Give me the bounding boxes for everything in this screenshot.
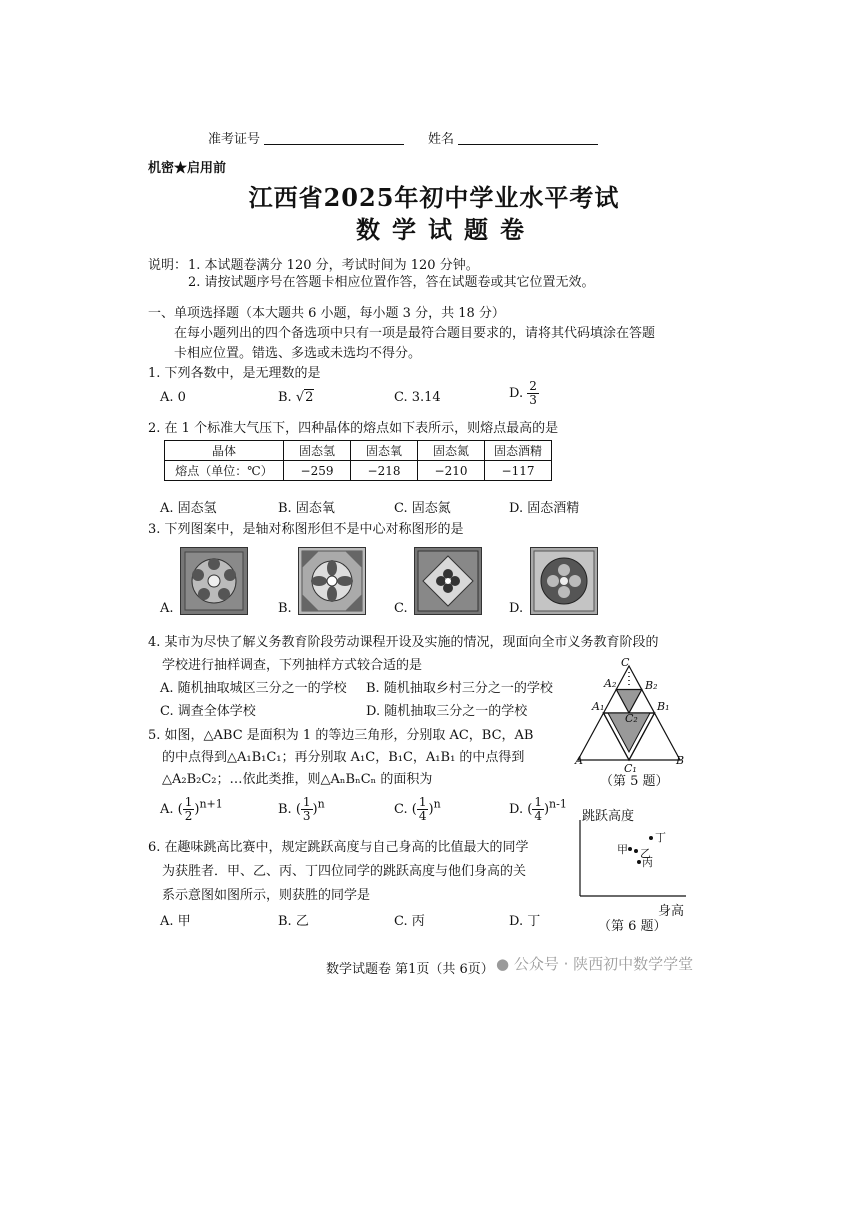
q3-option-c-label: C. (394, 601, 408, 616)
fig5-label-c1: C₁ (624, 762, 637, 775)
q4-option-a: A. 随机抽取城区三分之一的学校 (160, 681, 347, 696)
q5-option-b-fraction (301, 796, 313, 823)
secret-mark: 机密★启用前 (148, 161, 227, 176)
notes-label: 说明： (148, 258, 188, 273)
q6-option-c: C. 丙 (394, 914, 425, 929)
q6-option-b: B. 乙 (278, 914, 309, 929)
name-field (428, 128, 598, 147)
q5-option-d-label: D. (509, 802, 524, 817)
fig6-label-jia: 甲 (617, 843, 628, 856)
table-cell: −210 (418, 461, 485, 481)
table-header-cell: 晶体 (165, 441, 284, 461)
point-ding (649, 836, 653, 840)
floral-pattern-icon (415, 548, 481, 614)
q6-stem-2: 为获胜者．甲、乙、丙、丁四位同学的跳跃高度与他们身高的关 (162, 864, 527, 879)
name-blank (458, 132, 598, 145)
q3-option-d-label: D. (509, 601, 524, 616)
q1-option-a: A. 0 (160, 390, 186, 405)
table-cell: −117 (485, 461, 552, 481)
q5-a-denominator: 2 (184, 809, 193, 823)
q1-d-denominator: 3 (529, 393, 537, 407)
floral-pattern-icon (531, 548, 597, 614)
watermark-text: 公众号 · 陕西初中数学学堂 (513, 955, 694, 973)
q5-option-b-label: B. (278, 802, 292, 817)
fig6-axes (576, 820, 688, 900)
exam-subtitle: 数学试题卷 (356, 215, 536, 244)
q4-option-c: C. 调查全体学校 (160, 704, 256, 719)
wechat-icon: ● (496, 955, 510, 973)
q2-option-d: D. 固态酒精 (509, 501, 580, 516)
q4-stem-1: 4. 某市为尽快了解义务教育阶段劳动课程开设及实施的情况，现面向全市义务教育阶段的 (148, 635, 659, 650)
q5-option-c: C. ( $\frac{1}{4}$ )$^n$ (394, 795, 441, 823)
notes-line-2: 2. 请按试题序号在答题卡相应位置作答，答在试题卷或其它位置无效。 (188, 275, 595, 290)
fig5-label-a1: A₁ (592, 700, 605, 713)
q5-b-exponent: n (317, 797, 325, 811)
q5-c-numerator: 1 (418, 795, 427, 809)
q3-stem: 3. 下列图案中，是轴对称图形但不是中心对称图形的是 (148, 522, 464, 537)
q1-option-d-label: D. (509, 386, 524, 401)
q5-d-denominator: 4 (534, 809, 542, 823)
q5-c-denominator: 4 (418, 809, 427, 823)
q5-b-numerator: 1 (302, 795, 311, 809)
table-header-cell: 固态氧 (351, 441, 418, 461)
fig6-y-label: 跳跃高度 (582, 809, 635, 824)
point-yi (634, 849, 638, 853)
table-header-row (165, 441, 552, 461)
triangle-a2b2c2 (616, 690, 642, 714)
q3-option-b-label: B. (278, 601, 292, 616)
table-header-cell: 固态酒精 (485, 441, 552, 461)
section-title: 一、单项选择题（本大题共 6 小题，每小题 3 分，共 18 分） (148, 306, 505, 321)
fig5-label-c: C (621, 656, 630, 669)
pattern-tile-c (414, 547, 482, 615)
q1-option-d-fraction (527, 380, 539, 407)
section-instruction-1: 在每小题列出的四个备选项中只有一项是最符合题目要求的，请将其代码填涂在答题 (174, 326, 656, 341)
watermark (496, 953, 693, 974)
fig5-label-b1: B₁ (657, 700, 670, 713)
table-header-cell: 固态氮 (418, 441, 485, 461)
q1-option-b (278, 390, 314, 405)
q1-option-b-label: B. (278, 390, 292, 405)
q5-d-exponent: n-1 (549, 797, 567, 811)
q6-option-a: A. 甲 (160, 914, 191, 929)
candidate-id-label: 准考证号 (208, 132, 261, 147)
pattern-tile-b (298, 547, 366, 615)
name-label: 姓名 (428, 132, 455, 147)
point-jia (628, 847, 632, 851)
q5-b-denominator: 3 (302, 809, 311, 823)
nested-triangles-figure (570, 652, 690, 770)
q5-c-exponent: n (433, 797, 441, 811)
fig5-caption: （第 5 题） (600, 774, 669, 789)
q5-option-d: D. ( $\frac{1}{4}$ )$^{n-1}$ (509, 795, 567, 823)
q5-option-c-fraction (417, 796, 429, 823)
q3-option-a-label: A. (160, 601, 174, 616)
q2-option-c: C. 固态氮 (394, 501, 451, 516)
fig5-label-a: A (575, 754, 583, 767)
exam-title: 江西省2025年初中学业水平考试 (248, 183, 620, 212)
page-footer: 数学试题卷 第1页（共 6页） (326, 962, 494, 977)
section-instruction-2: 卡相应位置。错选、多选或未选均不得分。 (174, 346, 422, 361)
q5-stem-2: 的中点得到△A₁B₁C₁；再分别取 A₁C，B₁C，A₁B₁ 的中点得到 (162, 750, 525, 765)
q1-option-d (509, 380, 539, 407)
melting-point-table (164, 440, 552, 481)
fig6-x-label: 身高 (658, 904, 685, 919)
q1-d-numerator: 2 (529, 379, 537, 393)
table-header-cell: 固态氢 (284, 441, 351, 461)
q1-option-c: C. 3.14 (394, 390, 441, 405)
pattern-tile-d (530, 547, 598, 615)
q1-stem: 1. 下列各数中，是无理数的是 (148, 366, 321, 381)
q2-option-a: A. 固态氢 (160, 501, 217, 516)
floral-pattern-icon (299, 548, 365, 614)
table-row (165, 461, 552, 481)
notes-line-1: 1. 本试题卷满分 120 分，考试时间为 120 分钟。 (188, 258, 479, 273)
q1-option-b-radicand: 2 (305, 390, 314, 405)
q2-stem: 2. 在 1 个标准大气压下，四种晶体的熔点如下表所示，则熔点最高的是 (148, 421, 559, 436)
q5-stem-1: 5. 如图，△ABC 是面积为 1 的等边三角形，分别取 AC，BC，AB (148, 728, 534, 743)
candidate-id-blank (264, 132, 404, 145)
q4-option-b: B. 随机抽取乡村三分之一的学校 (366, 681, 553, 696)
q5-option-c-label: C. (394, 802, 408, 817)
fig5-label-b: B (676, 754, 685, 767)
q5-a-numerator: 1 (184, 795, 193, 809)
q4-stem-2: 学校进行抽样调查，下列抽样方式较合适的是 (162, 658, 423, 673)
fig5-label-b2: B₂ (645, 679, 658, 692)
q5-d-numerator: 1 (534, 795, 542, 809)
fig5-label-a2: A₂ (604, 677, 617, 690)
table-cell: −259 (284, 461, 351, 481)
table-cell: −218 (351, 461, 418, 481)
q5-option-a-label: A. (160, 802, 174, 817)
q5-a-exponent: n+1 (199, 797, 223, 811)
fig6-caption: （第 6 题） (598, 919, 667, 934)
fig6-label-bing: 丙 (642, 856, 653, 869)
q5-stem-3: △A₂B₂C₂；…依此类推，则△AₙBₙCₙ 的面积为 (162, 772, 433, 787)
q6-stem-1: 6. 在趣味跳高比赛中，规定跳跃高度与自己身高的比值最大的同学 (148, 840, 529, 855)
q5-option-b: B. ( $\frac{1}{3}$ )$^n$ (278, 795, 325, 823)
fig5-label-c2: C₂ (625, 712, 638, 725)
q4-option-d: D. 随机抽取三分之一的学校 (366, 704, 528, 719)
pattern-tile-a (180, 547, 248, 615)
q6-option-d: D. 丁 (509, 914, 541, 929)
candidate-id-field (208, 128, 404, 147)
sqrt-icon: √ (295, 390, 305, 405)
table-cell: 熔点（单位：℃） (165, 461, 284, 481)
q2-option-b: B. 固态氧 (278, 501, 335, 516)
q5-option-a: A. ( $\frac{1}{2}$ )$^{n+1}$ (160, 795, 223, 823)
q5-option-a-fraction (183, 796, 195, 823)
fig6-label-yi: 乙 (640, 847, 651, 860)
q6-stem-3: 系示意图如图所示，则获胜的同学是 (162, 888, 371, 903)
q5-option-d-fraction (532, 796, 544, 823)
fig6-label-ding: 丁 (655, 831, 666, 844)
floral-pattern-icon (181, 548, 247, 614)
